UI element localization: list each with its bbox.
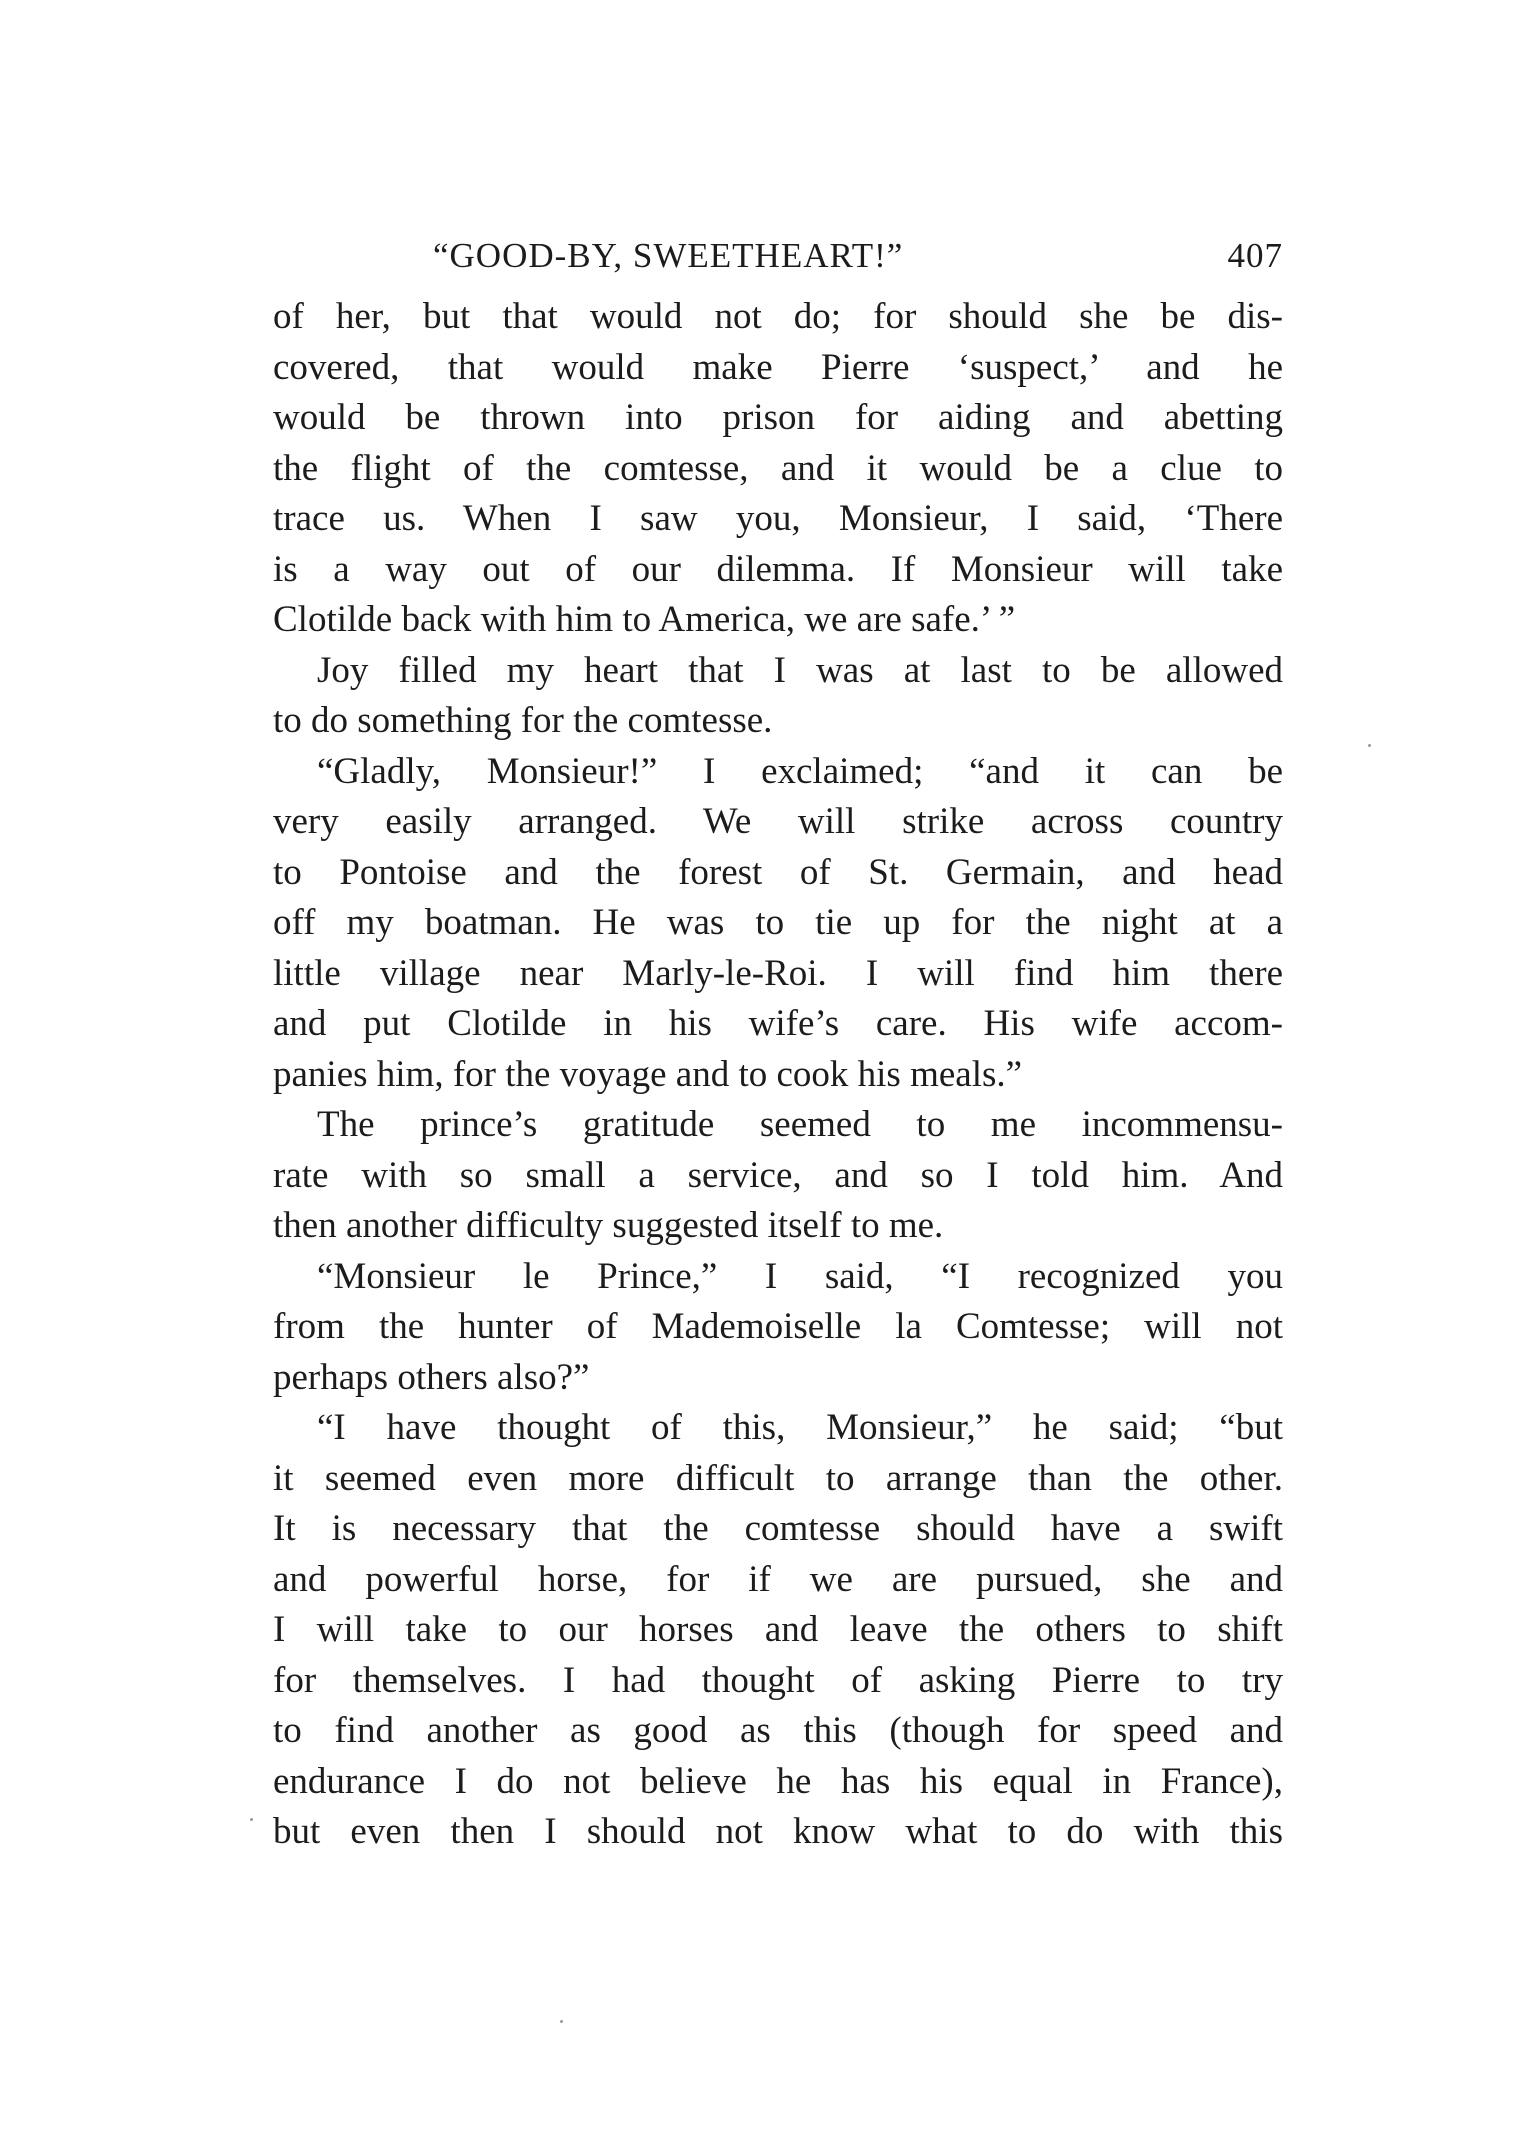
text-line: it seemed even more difficult to arrange than the other. <box>273 1457 1283 1499</box>
text-line: then another difficulty suggested itself to me. <box>273 1205 944 1246</box>
text-line: to find another as good as this (though for speed and <box>273 1710 1283 1751</box>
text-line: would be thrown into prison for aiding and abetting <box>273 397 1283 438</box>
text-line: and put Clotilde in his wife’s care. His wife accom- <box>273 1003 1283 1044</box>
text-line: rate with so small a service, and so I told him. And <box>273 1154 1283 1196</box>
text-line: “I have thought of this, Monsieur,” he said; “but <box>317 1407 1283 1448</box>
page-number: 407 <box>1227 236 1283 275</box>
running-title: “GOOD-BY, SWEETHEART!” <box>433 236 904 275</box>
text-line: “Monsieur le Prince,” I said, “I recognized you <box>317 1255 1283 1297</box>
text-line: It is necessary that the comtesse should have a swift <box>273 1508 1283 1549</box>
text-line: covered, that would make Pierre ‘suspect,’ and he <box>273 346 1283 388</box>
text-line: off my boatman. He was to tie up for the night at a <box>273 902 1283 943</box>
text-line: panies him, for the voyage and to cook his meals.” <box>273 1053 1023 1095</box>
text-line: very easily arranged. We will strike across country <box>273 801 1283 842</box>
text-line: for themselves. I had thought of asking Pierre to try <box>273 1659 1283 1701</box>
text-line: endurance I do not believe he has his equal in France), <box>273 1760 1283 1802</box>
text-line: little village near Marly-le-Roi. I will find him there <box>273 952 1283 994</box>
running-head <box>273 236 1283 286</box>
paper-speck <box>560 2020 563 2023</box>
text-line: is a way out of our dilemma. If Monsieur will take <box>273 548 1283 590</box>
text-line: and powerful horse, for if we are pursued, she and <box>273 1558 1283 1600</box>
text-line: trace us. When I saw you, Monsieur, I said, ‘There <box>273 498 1283 539</box>
text-line: of her, but that would not do; for should she be dis- <box>273 296 1283 337</box>
text-line: “Gladly, Monsieur!” I exclaimed; “and it can be <box>317 750 1283 792</box>
body-text <box>273 292 1283 1858</box>
text-line: but even then I should not know what to do with this <box>273 1811 1283 1852</box>
text-line: the flight of the comtesse, and it would be a clue to <box>273 447 1283 489</box>
text-line: to Pontoise and the forest of St. Germain, and head <box>273 851 1283 893</box>
text-line: perhaps others also?” <box>273 1356 590 1398</box>
text-line: Clotilde back with him to America, we are safe.’ ” <box>273 599 1016 640</box>
paper-speck <box>250 1818 253 1821</box>
text-line: to do something for the comtesse. <box>273 700 773 741</box>
text-line: The prince’s gratitude seemed to me incommensu- <box>317 1104 1283 1145</box>
text-line: I will take to our horses and leave the others to shift <box>273 1609 1283 1650</box>
paper-speck <box>1368 744 1371 747</box>
text-line: Joy filled my heart that I was at last to be allowed <box>317 649 1283 691</box>
text-line: from the hunter of Mademoiselle la Comtesse; will not <box>273 1306 1283 1347</box>
